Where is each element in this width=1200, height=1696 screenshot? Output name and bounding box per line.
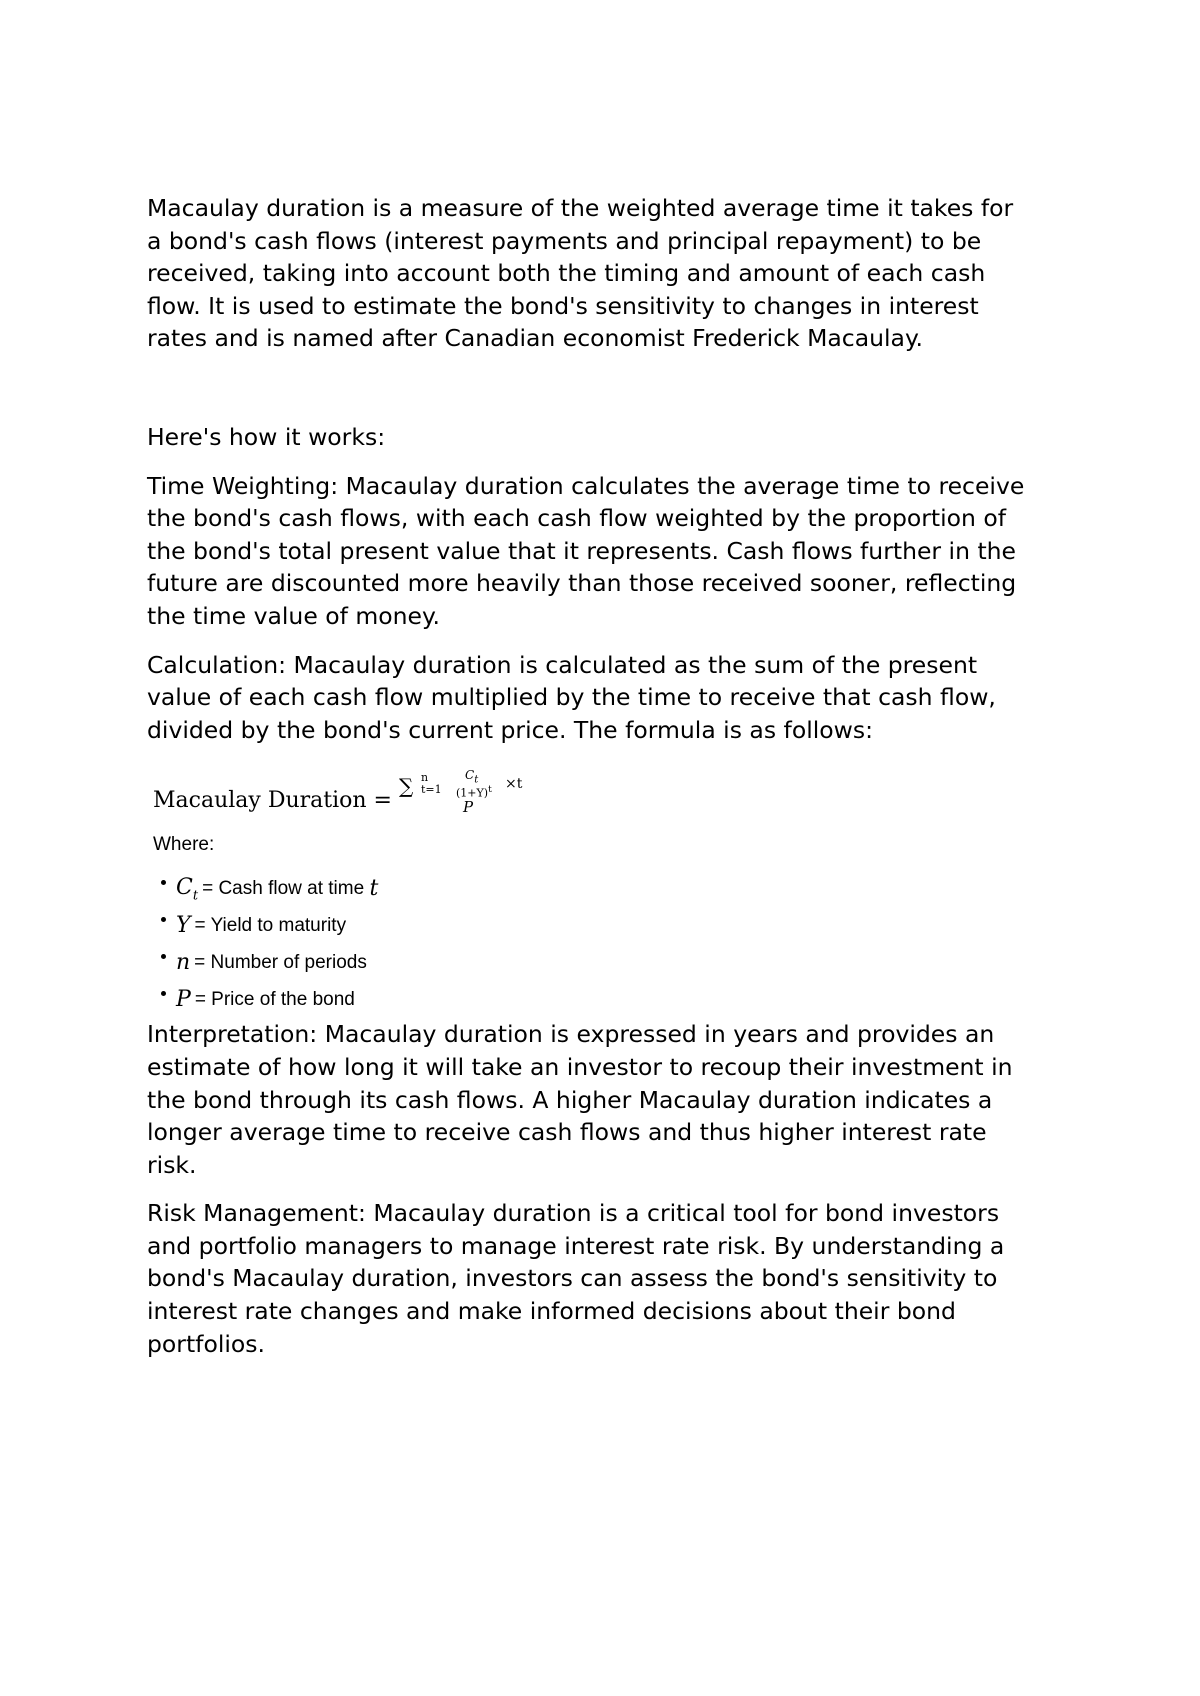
formula-upper-limit: n (421, 771, 429, 785)
definition-symbol: Y (176, 913, 191, 939)
intro-paragraph: Macaulay duration is a measure of the weighted average time it takes for a bond's cash flows (interest payments and principal repayment) to be received, taking into account both the timing and amount of each cash flow. It is used to estimate the bond's sensitivity to changes in interest rates and is named after Canadian economist Frederick Macaulay. (147, 194, 1014, 353)
formula-numerator (465, 768, 478, 785)
formula-numerator-sub: t (474, 774, 479, 786)
calculation-paragraph: Calculation: Macaulay duration is calculated as the sum of the present value of each cash flow multiplied by the time to receive that cash flow, divided by the bond's current price. The formula is as follows: (147, 650, 996, 744)
time-weighting-paragraph: Time Weighting: Macaulay duration calculates the average time to receive the bond's cash flows, with each cash flow weighted by the proportion of the bond's total present value that it represents. Cash flows further in the future are discounted more heavily than those received sooner, reflecting the time value of money. (147, 471, 1025, 630)
definition-item (161, 870, 382, 907)
definition-item (161, 944, 382, 981)
definition-list (161, 870, 382, 1018)
definition-text: = Cash flow at time (202, 877, 370, 899)
heres-how-heading: Here's how it works: (147, 422, 386, 451)
formula-sum-limits (421, 772, 442, 796)
risk-management-paragraph: Risk Management: Macaulay duration is a critical tool for bond investors and portfolio managers to manage interest rate risk. By understanding a bond's Macaulay duration, investors can assess the bond's sensitivity to interest rate changes and make informed decisions about their bond portfolios. (147, 1199, 1005, 1358)
definition-symbol: P (176, 987, 191, 1013)
definition-tail: t (369, 876, 379, 902)
formula-numerator-symbol: C (465, 768, 475, 783)
definition-symbol (176, 875, 198, 903)
formula-times-t: ×t (505, 776, 523, 793)
document-page (147, 192, 1087, 1360)
formula-image (147, 762, 1087, 1013)
definition-text: = Number of periods (194, 951, 367, 973)
formula-lower-limit: t=1 (421, 783, 442, 797)
interpretation-paragraph: Interpretation: Macaulay duration is expressed in years and provides an estimate of how long it will take an investor to recoup their investment in the bond through its cash flows. A higher Macaulay duration indicates a longer average time to receive cash flows and thus higher interest rate risk. (147, 1020, 1013, 1179)
definition-item (161, 907, 382, 944)
formula-label: Macaulay Duration = (153, 788, 392, 814)
bullet-icon (161, 880, 166, 885)
bullet-icon (161, 991, 166, 996)
definition-symbol: n (176, 950, 191, 976)
definition-item (161, 981, 382, 1018)
definition-text: = Yield to maturity (194, 914, 347, 936)
definition-text: = Price of the bond (194, 988, 355, 1010)
formula-denominator (456, 784, 492, 800)
symbol-letter: C (176, 874, 193, 900)
formula-denominator-base: (1+Y) (456, 786, 489, 800)
formula-sum-symbol: ∑ (399, 774, 414, 799)
symbol-sub: t (192, 888, 199, 903)
bullet-icon (161, 954, 166, 959)
bullet-icon (161, 917, 166, 922)
formula-denominator-exp: t (488, 784, 492, 796)
where-label: Where: (153, 834, 215, 856)
macaulay-formula (153, 762, 553, 822)
formula-price: P (463, 798, 474, 817)
